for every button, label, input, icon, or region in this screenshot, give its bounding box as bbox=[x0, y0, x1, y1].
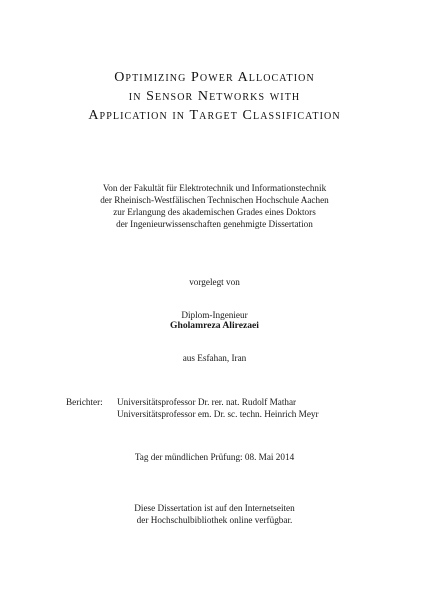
dissertation-title bbox=[0, 68, 429, 125]
faculty-line-4: der Ingenieurwissenschaften genehmigte Dissertation bbox=[116, 219, 313, 229]
faculty-line-2: der Rheinisch-Westfälischen Technischen Hochschule Aachen bbox=[100, 195, 329, 205]
author-origin: aus Esfahan, Iran bbox=[182, 353, 247, 363]
title-line-2: in Sensor Networks with bbox=[128, 89, 301, 104]
faculty-line-3: zur Erlangung des akademischen Grades eines Doktors bbox=[113, 207, 316, 217]
referees-list bbox=[117, 396, 319, 420]
faculty-statement bbox=[0, 182, 429, 230]
referee-2: Universitätsprofessor em. Dr. sc. techn. Heinrich Meyr bbox=[117, 409, 319, 419]
faculty-line-1: Von der Fakultät für Elektrotechnik und Informationstechnik bbox=[102, 183, 327, 193]
referee-1: Universitätsprofessor Dr. rer. nat. Rudolf Mathar bbox=[117, 397, 297, 407]
title-line-1: Optimizing Power Allocation bbox=[114, 70, 315, 85]
presented-by: vorgelegt von bbox=[189, 277, 240, 287]
title-line-3: Application in Target Classification bbox=[88, 108, 341, 123]
online-notice-line-2: der Hochschulbibliothek online verfügbar. bbox=[136, 515, 293, 525]
online-notice-line-1: Diese Dissertation ist auf den Internetseiten bbox=[134, 503, 295, 513]
exam-date: Tag der mündlichen Prüfung: 08. Mai 2014 bbox=[134, 452, 295, 462]
referees-label: Berichter: bbox=[66, 397, 103, 407]
author-name: Gholamreza Alirezaei bbox=[170, 320, 259, 331]
author-degree: Diplom-Ingenieur bbox=[181, 310, 248, 320]
